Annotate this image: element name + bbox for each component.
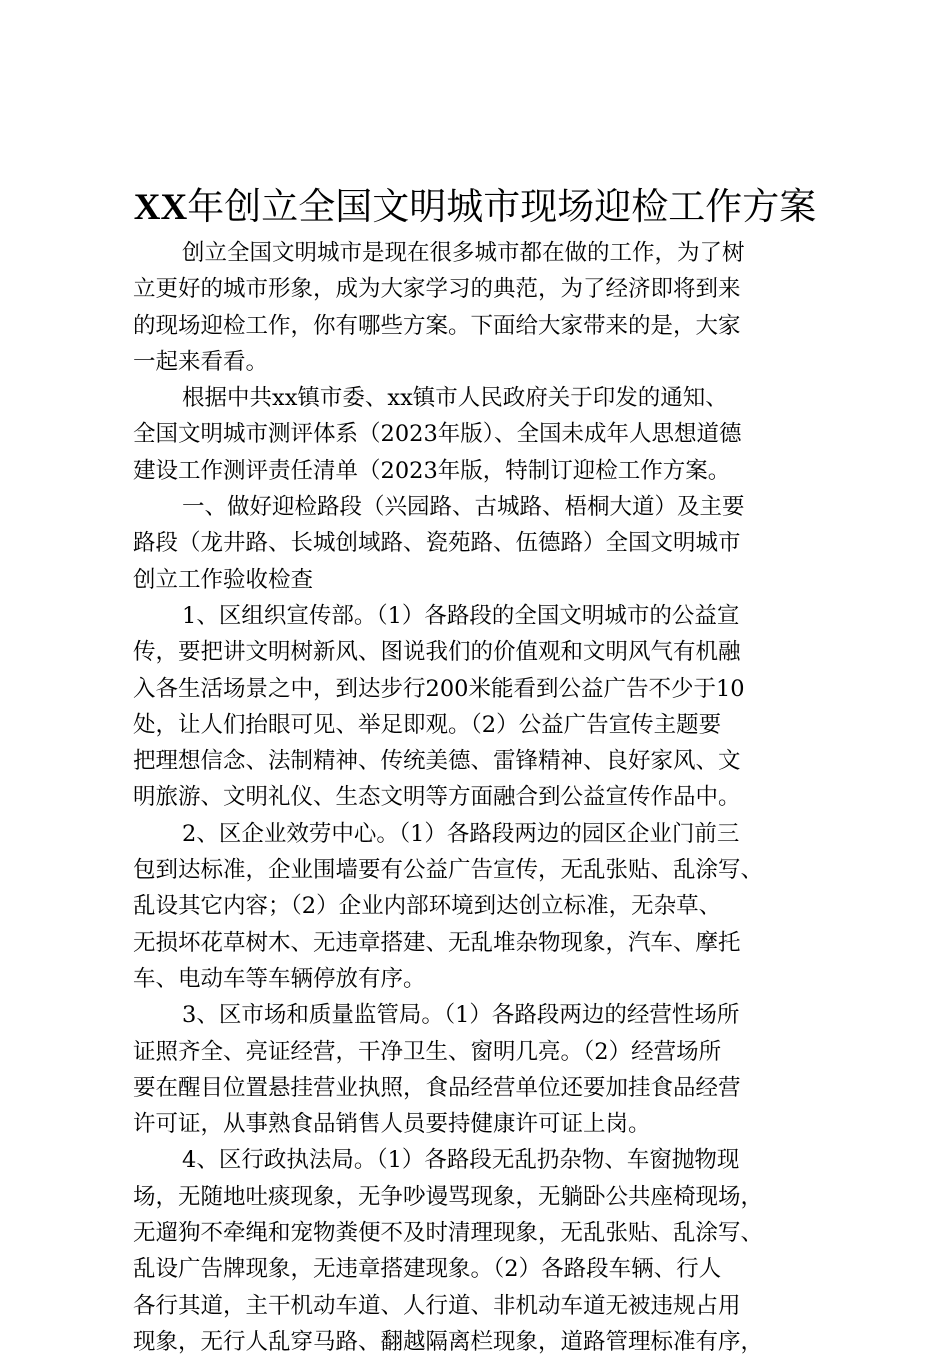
text-line: 创立工作验收检查: [133, 566, 314, 593]
text-line: 立更好的城市形象，成为大家学习的典范，为了经济即将到来: [133, 276, 741, 303]
text-line: 的现场迎检工作，你有哪些方案。下面给大家带来的是，大家: [133, 312, 741, 339]
text-line: 包到达标准，企业围墙要有公益广告宣传，无乱张贴、乱涂写、: [133, 857, 764, 884]
title-prefix: XX: [133, 187, 188, 228]
text-line: 3、区市场和质量监管局。（1）各路段两边的经营性场所: [182, 1002, 740, 1029]
text-line: 建设工作测评责任清单（2023年版，特制订迎检工作方案。: [133, 457, 731, 484]
page-title: [0, 178, 950, 237]
text-line: 入各生活场景之中，到达步行200米能看到公益广告不少于10: [133, 675, 745, 702]
text-line: 处，让人们抬眼可见、举足即观。（2）公益广告宣传主题要: [133, 711, 722, 738]
text-line: 全国文明城市测评体系（2023年版）、全国未成年人思想道德: [133, 421, 742, 448]
text-line: 乱设广告牌现象，无违章搭建现象。（2）各路段车辆、行人: [133, 1256, 722, 1283]
text-line: 现象，无行人乱穿马路、翻越隔离栏现象，道路管理标准有序，: [133, 1328, 764, 1355]
text-line: 无损坏花草树木、无违章搭建、无乱堆杂物现象，汽车、摩托: [133, 929, 741, 956]
text-line: 各行其道，主干机动车道、人行道、非机动车道无被违规占用: [133, 1292, 741, 1319]
text-line: 要在醒目位置悬挂营业执照，食品经营单位还要加挂食品经营: [133, 1074, 741, 1101]
text-line: 车、电动车等车辆停放有序。: [133, 965, 426, 992]
text-line: 无遛狗不牵绳和宠物粪便不及时清理现象，无乱张贴、乱涂写、: [133, 1220, 764, 1247]
text-line: 许可证，从事熟食品销售人员要持健康许可证上岗。: [133, 1111, 651, 1138]
text-line: 4、区行政执法局。（1）各路段无乱扔杂物、车窗抛物现: [182, 1147, 740, 1174]
text-line: 1、区组织宣传部。（1）各路段的全国文明城市的公益宣: [182, 602, 740, 629]
title-main: 年创立全国文明城市现场迎检工作方案: [187, 185, 817, 228]
text-line: 把理想信念、法制精神、传统美德、雷锋精神、良好家风、文: [133, 748, 741, 775]
text-line: 根据中共xx镇市委、xx镇市人民政府关于印发的通知、: [182, 385, 728, 412]
text-line: 路段（龙井路、长城创域路、瓷苑路、伍德路）全国文明城市: [133, 530, 741, 557]
text-line: 创立全国文明城市是现在很多城市都在做的工作，为了树: [182, 240, 745, 266]
text-line: 一起来看看。: [133, 348, 269, 375]
text-line: 乱设其它内容；（2）企业内部环境到达创立标准，无杂草、: [133, 893, 722, 920]
document-body: [133, 235, 823, 1360]
text-line: 传，要把讲文明树新风、图说我们的价值观和文明风气有机融: [133, 639, 741, 666]
text-line: 证照齐全、亮证经营，干净卫生、窗明几亮。（2）经营场所: [133, 1038, 722, 1065]
text-line: 2、区企业效劳中心。（1）各路段两边的园区企业门前三: [182, 820, 740, 847]
text-line: 明旅游、文明礼仪、生态文明等方面融合到公益宣传作品中。: [133, 784, 741, 811]
text-line: 场，无随地吐痰现象，无争吵谩骂现象，无躺卧公共座椅现场，: [133, 1183, 764, 1210]
text-line: 一、做好迎检路段（兴园路、古城路、梧桐大道）及主要: [182, 494, 745, 521]
